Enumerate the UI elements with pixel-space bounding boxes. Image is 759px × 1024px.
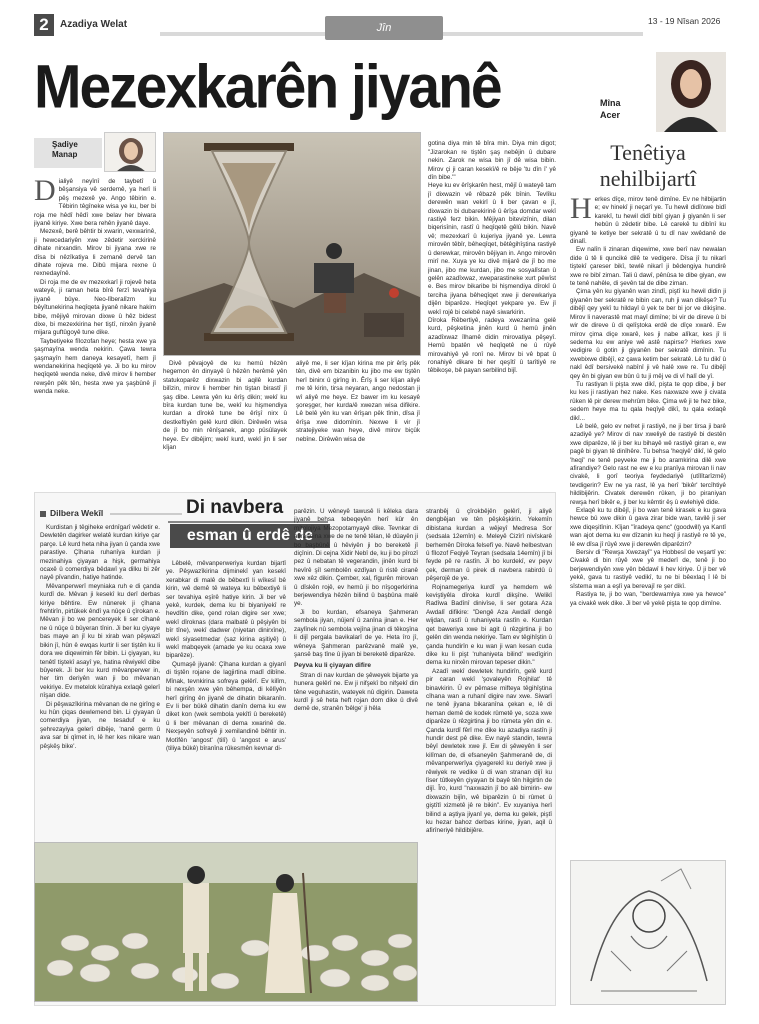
paragraph: Rojnamegeriya kurdî ya hemdem wê keviştiyêla dîroka kurdî dikşîne. Welikî Radîwa Badînî dinivîse, li ser gotara Aza Awdalî difikire: "Dengê Aza Awdalî dengê wijdan, rastî û ruhaniyeta rastîn e. Kurdan qet baweriya xwe bi agit û rêzgirtina ji bo gelên din wenda nekiriye. Tam ev têgihîştin û çanda hundirîn e ku wan ji wan kesan cuda dike ku li pişt 'ruhaniyeta bilind' wedîgirin dema ku nirxên mirovan tepeser dikin." [426,583,552,667]
paragraph: Di roja me de ev mezexkarî ji rojevê heta wateyê, ji raman heta bîrê ferzî tevahiya jiyanê bûye. Neo-lîberalîzm ku bêyîtunekirina heqîqeta jiyanê nikare hakim bibe, mêjiyê mirovan dixwe û hêz bidest dixe, bi mezexkirina her tiştî, nirxên jiyanê mijara guftûgoyê tune dike. [34,278,156,337]
hourglass-illustration [163,132,421,356]
bottom-author: Dilbera Wekîl [50,508,104,518]
subheading: Peyva ku li çiyayan difire [294,662,371,670]
paragraph: erkes dîçe, mirov tenê dimîne. Ev ne hilbijartin e; ev hinekî ji neçarî ye. Tu hewil didî/xwe bidî karekî, tu hewil didî bibî giyan ji giyanên li ser hebûn û zêdetir bibe. Lê carekê tu dibînî ku giyanê te ketiye ber sekratê û tu dî nav xwêdanê de dinalî. [570,196,726,246]
bottom-title-line-1: Di navbera [182,497,287,519]
author-first-name: Şadiye [52,140,78,149]
header-rule-right [443,32,643,36]
paragraph: Di pêşwazîkirina mêvanan de ne girîng e ku hûn çiqas dewlemend bin. Li çiyayan û comerdiya jiyan, ne tesaduf e ku şehrezayiya gelerî dibêje, 'nanê germ û ava sar bi qîmet in, lê her kes nikare wan pêşkêş bike'. [40,700,160,750]
main-col-2 [163,360,287,480]
paragraph: stranbêj û çîrokbêjên gelêrî, ji aliyê dengbêjan ve tên pêşkêşkirin. Yekemîn dibistana kurdan a wêjeyî Medresa Sor (sedsala 12emîn) e. Meleyê Cizîrî nivîskarê berhemên Dîroka felsefî ye. Navê helbestvan û fîlozof Feqiyê Teyran (sedsala 14emîn) jî bi feyde pê re rastîn. Ji bo kurdekî, ev peyv çek, derman û pirek di navbera rabirdû û pêşerojê de ye. [426,508,552,583]
bottom-col-3 [294,508,418,834]
sketch-illustration [570,860,726,1005]
right-body [570,196,726,854]
paragraph: Mezexê, berê bêhtir bi xwarin, vexwarinê, ji hewcedariyên xwe zêdetir xerckirinê dihate nirxandin. Mirov bi jiyana xwe re dîsa bi nêzîkatiya li zemanê dervê tan dihate rojeva me. Dibû mijara rexne û rexnedayînê. [34,228,156,278]
paragraph: Rastiya te, ji bo wan, "berdewamiya xwe ya hewce" ya civakê wek dike. Ji ber vê yekê pişta te qop dimîne. [570,591,726,607]
page-header [0,0,759,48]
paper-name: Azadiya Welat [60,19,128,30]
paragraph: Taybetiyeke fîlozofan heye; hesta xwe ya şaşmayîna wenda nekirin. Çawa tewra şaşmayîn hem daneya kesayetî, hem jî wendanekirina heqîqetê ye. Ji bo ku mirov heqîqetê wenda neke, divê mirov li hember rewşên pêk tên, hesta xwe ya şaşbûnê jî wenda neke. [34,337,156,396]
bullet-square [40,511,46,517]
bottom-title-line-2: esman û erdê de [170,524,330,548]
right-author-box [570,52,726,132]
paragraph: Stran di nav kurdan de şêweyek bijarte ya hunera gelêrî ne. Ew ji nifşekî bo nifşekî din têne veguhastin, wateyek nû digirin. Daweta kurdî ji sê heta heft rojan dom dike û divê demê de, stranên 'bêlge' ji hêla [294,671,418,713]
right-author-photo [656,52,726,132]
paragraph: Mêvanperwerî meyniaka ruh e di çanda kurdî de. Mêvan ji kesekî ku derî derbas kiriye bêhtire. Ew nûnerek ji çîhana frehtirîn, pirtûkek êndî ya nûçe û çîrokan e. Mêvan ji bo we pencereyek li ser cîhanê ne û nûçe û bûyeran tînin. Ji ber ku çiyaye bas maye an jî ku bi xirab wan pêşwazî bikin jî, hûn ê ewqas kurtir li ser tiştên ku li dora we diqewimin fêr bibin. Li çiyayan, ku tenêtî tiştekî asayî ye, hatina rêwiyekî dibe bûyerek. Ji ber ku kurd mêvanperwer in, her tim deriyên wan ji bo mêvanan vekiriye. Ev metelok kûrahiya exlaqê gelerî nîşan dide. [40,582,160,700]
paragraph: Exlaqê ku tu dibêjî, ji bo wan tenê kirasek e ku gava hewce bû xwe dikin û gava zirar bide wan, tavilê ji ser xwe diqeşitînin. Kîjan "îradeya qenc" (goodwill) ya Kantî wan ajot dema ku ew dîzanin ku heqî ji rastiyê re tê ye, lê ew dîsa jî rûyê xwe ji derewên diparêzin? [570,507,726,548]
paragraph: Çima yên ku giyanên wan zindî, piştî ku hewil didin ji giyanên ber sekratê re bibin can, ruh ji wan dikêşe? Tu dibêjî qey yekî tu hildayî û yek te ber bi jor ve dikişîne. Mirov li naverastê mat mayî dimîne; bi vir de direve û bi wir de direve û di qelîştoka erdê de dîçe xwarê. Ew mirov çima diçe xwarê, kes ji nabe alîkar, kes jî li sedema ku ew aniye wê astê napirse? Herkes xwe vedigire û gotin ji giyanên ber sekratê dimînin. Tu xwebixwe dibêjî, ez çawa ketim ber sekratê. Lê tu dikî û nakî êdî bersivekê nabînî ji vê halê xwe re. Tu dibêjî qey ên bi giyan ew bûn û tu ji mêj ve di vî halî de yî. [570,288,726,380]
paragraph: Qumaşê jiyanê: Çîhana kurdan a giyanî di tiştên rojane de lagjirtina madî dibîne. Mînak, tevnkirina sofreya gelêrî. Ev kilîm, bi nexşên xwe yên bêhempa, di kêlîyên herî girîng ên jiyanê de dihatin bikaranîn. Ev li ber bûkê dihatin danîn dema ku ew diket kon (wek sembola yekîtî û bereketê) û li ber mêvanan di dema xwarinê de. Nexşeyên sofreyê ji xemilandinê bêhtir in. Motîfên 'angost' (tilî) û 'angost e arus' (tiliya bûkê) bîranîna rûkesmên kevnar di- [166,660,286,752]
right-author-last: Acer [600,110,621,120]
bottom-col-2 [166,560,286,834]
paragraph: Lê belê, gelo ev nefret ji rastiyê, ne ji ber tirsa ji barê azadiyê ye? Mirov di nav xweliyê de rastiyê bi destên xwe diparêze, lê ji ber ku bihayê wê rastiyê giran e, ew pagê bi giyan tê dinîhêre. Tu behsa 'heqiyê' dikî, lê gelo 'heqî' ne tenê peyveke me ji bo aramkirina dilê xwe afirandiye? Gelo rast ne ew e ku pranîya mirovan li nav civakê, li gorî teoriya feydedariyê (utîlîtarîzmê) tevdigerin? Ew ne ya rast, lê ya herî 'bikêr' tercîhtiyê hildibijêrin. Civatek derewên rûken, ji bo piraniyan rewşa herî bikêr e, ji ber ku kêmtir êş û ewlehiyê dide. [570,422,726,506]
bottom-col-1 [40,524,160,834]
paragraph: aliyê me, li ser kîjan kirina me pir êrîş pêk tên, divê em bizanibin ku jibo me ew tiştên herî binirx û girîng in. Êrîş li ser kîjan aliyê me tê kirin, tirsa neyaran, ango nedostan ji wî aliyê me heye. Ez bawer im ku kesayê şoreşger, her kurda/ê xwezan wisa difikire. Lê belê yên ku van êrîşan pêk tînin, dîsa jî êrîşa xwe didomînin. Nexwe li vir jî stratejiyeke wan heye, divê mirov biçûk nebîne. Dirêwên wisa de [296,360,420,443]
section-tab: Jîn [325,16,443,40]
author-last-name: Manap [52,150,78,159]
paragraph: Tu rastiyan li pişta xwe dikî, pişta te qop dibe, ji ber ku kes ji rastiyan hez nake. Kes naxwaze xwe ji civata rûken lê pir derew mehrûm bike. Çima wê ji te hez bike, sedem heye ma tu qala heqîyê dikî, tu qala exlaqê dikî... [570,380,726,422]
paragraph: Ew nalîn li zinaran diqewime, xwe berî nav newalan dide û tê li qunciké dilê te vedigere. Dîsa jî tu nikarî tiştekî çareser bikî, tewlê nikarî ji bêdengiya hundirê xwe re bibî ziman. Tali û dawî, pênûsa te dibe giyan, ew te tenê nahêle, di şevên tal de dibe ziman. [570,246,726,288]
paragraph: Azadî wekî dewletek hundirîn, gelê kurd pir caran wekî 'şovaleyên Rojhilat' tê binavkirin. Û ev pêmase mifteya têgihîştina cîhana wan a ruhanî digire nav xwe. Siwarî ne tenê jiyana bikaranîna çekan e, lê di heman demê de kodek rûmetê ye, soza xwe diparêze û rêzgirtina ji bo rûmeta yên din e. Çanda kurdî fêrî me dike ku azadiya rastîn ji hundir dest pê dike. Ew nayê standin, tewra bêyî dewletek xwe jî. Ew di şêweyên li ser kilîman de, di efsaneyên Şahmeranê de, di mêvanperwerîya çiyagerekî ku deriyê xwe ji rêwiyek re vedike û di wan stranan dijî ku lîser tûtkeyên çiyayan bi bayê tên hilgirtin de dijî. Îro, kurd "naxwazin jî bo alê bimirin- ew dixwazin bijîn, wê biparêzin û bi rûmet û giştîtî xizmetê jê re bikin". Ev xuyaniya herî bilind a aştiya jiyanî ye, dema ku gelek, piştî ku hezar bahoz derbas kirine, jiyan, aqil û afirîneriyê hildibijêre. [426,667,552,835]
paragraph: gotina diya min tê bîra min. Diya min digot; "Jizarokan re tiştên şaş nebêjin û dubare nekin. Zarok ne wisa bin jî dê wisa bibin. Mirov çi ji caran kesekî/ê re bêje 'tu dîn î' yê dîn bibe.'" Heye ku ev êrîşkarên hest, mêjî û wateyê tam jî dixwazin vê rêbazê pêk bînin. Tevlîku derewên wan vekirî û li ber çavan e jî, dixwazin bi dubarekirinê û êrîşa domdar wekî rastiyê ferz bikin. Mêjiyan bitevizînin, dilan biqerisînin, rastî û heqîqetê gêlû bikin. Navê vê; mezexkarî û kujeriya jiyanê ye. Lewra mirovên têbîr, bêheqîqet, bêtêgihîştina rastiyê û derewkar, mirovên bêjiyan in. Ango mirovên mirî ne. Xuya ye ku divê mijarê de jî bo me jinan, jibo me kurdan, jibo me sosyalîstan û gelên azadîxwaz, xweparastineke xurt pêwîst e. Bes mirov bikaribe bi hişmendiya dîrokî û terciha jiyana bêheqîqet xwe ji derewkariya dijên biparêze. Heqîqet yekpare ye. Ew jî wekî rojê bi celebê nayê siwarkirin. Dîroka Rêbertiyê, radeya xwezanîna gelê kurd, pêşketina jinên kurd û hemû jinên azadîxwaz îlhamê didin mirovatiya pêşeyî. Hemû bpatên vê heqîqetê ne û rûyê mirovahiyê yê ronî ne. Mirov bi vê bpat û ronahiyê dikare bi her qeşîtî û tarîtiyê re têbikoşe, bê payan serbilind bijî. [428,140,556,375]
main-col-1 [34,178,156,478]
paragraph: Lêbelê, mêvanperweriya kurdan bijartî ye. Pêşwazîkirina dijminekî yan kesekî xerabkar di malê de bêbextî li wîkesî bê kirin, wê demê tê wateya ku bêbextiyê li ser tevahiya eşîrê hatiye kirin. Ji ber vê yekê, kurdek, dema ku bi biyaniyekî re hevdîtin dike, çend rolan digire ser xwe; wekî dîroknas (dara malbatê û pêşiyên bi bîr tîne), wekî dadwer (niyetan dinirxîne), wekî siyasetmedar (saz kirina aşitiyê) û wekî mabqeyek (amade ye ku ocaxa xwe biparêze). [166,560,286,660]
author-box [34,132,156,172]
right-title-line-1: Tenêtiya [610,140,686,165]
paragraph: Bersiv di "Rewşa Xwezayî" ya Hobbesî de veşartî ye: Civakê di bin rûyê xwe yê mederî de, tenê ji bo berjewendiyên xwe yên bêdawî li hev kiriye. Û ji ber vê yekê, gava tu rastiyê vedikî, tu ne bi bêexlaq î lê bi sîstema wan a eşlî ya berevajî re şer dikî. [570,549,726,590]
dropcap-d: D [34,178,56,207]
author-photo [104,132,156,172]
paragraph: parêzin. Û wêneyê tawusê li kêleka dara jiyanê behsa tebeqeyên herî kûr ên mîtolojiya Mezopotamyayê dike. Tevnkar di afirandina xwe de ne tenê têlan, lê dûayên ji bo başbûnê û hêviyên ji bo bereketê jî diçînin. Di cejna Xidir Nebî de, ku ji bo pîrozî pez û nebatan tê vegerandin, jinên kurd bi hevîrê şîl sembolên ezdîyan û ristê ciranê xwe xêz dikin. Çember, xal, fîgurên mirovan û dîskên rojê, ev hemû ji bo nîşogerkirina berjewendiya hêzên bilind û başbûna malê ye. [294,508,418,608]
page-number: 2 [34,14,54,36]
bottom-author-bar [34,508,154,520]
paragraph: Divê pêvajoyê de ku hemû hêzên hegemon ên dinyayê û hêzên herêmê yên statukoparêz dixwazin bi aqilê kurdan bilîzin, mirov li hember hin tiştan birastî jî şaş dibe. Lewra yên ku êrîş dikin; wekî ku bîra kurdan tune be, wekî ku hişmendiya kurdan a dîrokê tune be êrîşî nirx û destkeftiyên gelê kurd dikin. Dirêwên wisa de jî bo min rênîşanek, ango pûsûlayek heye. Ev dibêjim; wekî kurd, wekî jin li ser kîjan [163,360,287,452]
issue-date: 13 - 19 Nîsan 2026 [648,16,721,26]
bottom-col-4 [426,508,552,1002]
paragraph: ialiyê neyînî de taybetî û bêşansiya vê serdemê, ya herî li pêş mezexê ye. Ango têbirin e. Têbirin têgîneke wisa ye ku, ber bi roja me hêdî hêdî xwe belav her biwara jiyanê kiriye. Xwe bera rehên jiyanê daye. [34,178,156,228]
paragraph: Ji bo kurdan, efsaneya Şahmeran sembola jiyan, nûjenî û zanîna jinan e. Her zaylînek nû sembola vejîna jinan di têkoşîna li dijî pergala bavikalarî de ye. Heta îro jî, wêneya Şahmeran parêzvanê malê ye, şansê baş tîne û jiyan bi bereketê diparêze. [294,608,418,658]
main-title: Mezexkarên jiyanê [34,52,501,122]
main-col-3 [296,360,420,480]
paragraph: Kurdistan ji têgiheke erdnîgarî wêdetir e. Dewletên dagirker welatê kurdan kiriye çar parçe. Lê kurd heta niha jiyan û çanda xwe parastiye. Çîhana ruhanîya kurdan ji mezinahiya çiyayan a hişk, germahiya ocaxê û comerdiya bêdawî ya dilku bi zêr nayê pîvandin, hatiye hatinde. [40,524,160,582]
dropcap-h: H [570,196,592,225]
right-title-line-2: nehilbijartî [599,166,697,191]
main-col-4 [428,132,556,480]
header-rule-left [160,32,325,36]
shepherds-photo [34,842,418,1002]
right-author-first: Mîna [600,98,621,108]
